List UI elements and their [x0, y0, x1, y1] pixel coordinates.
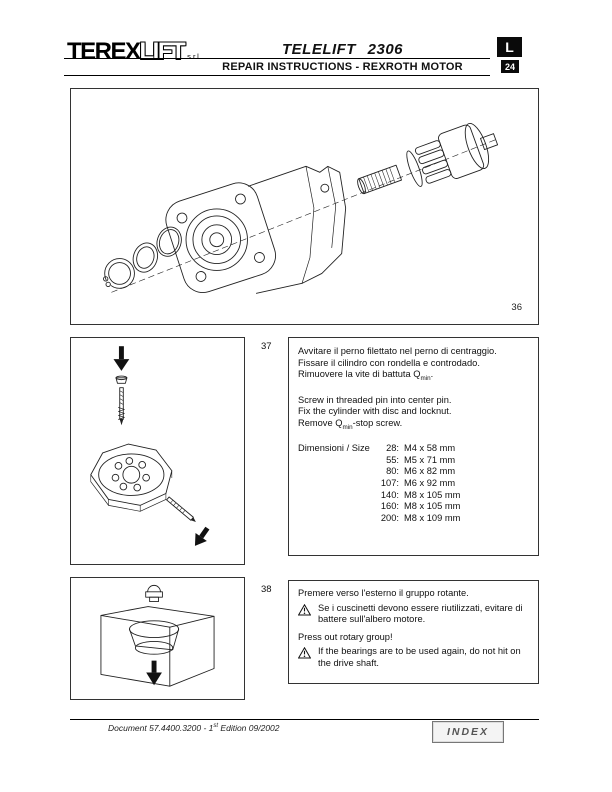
- warning-icon: [298, 646, 311, 669]
- plug-top-drawing: [146, 585, 163, 601]
- index-button[interactable]: INDEX: [432, 721, 504, 743]
- dimension-table-label: Dimensioni / Size: [298, 443, 370, 454]
- footer-divider: [70, 719, 539, 720]
- step-37-en-line2: Fix the cylinder with disc and locknut.: [298, 406, 452, 417]
- circlip-drawing: [104, 259, 135, 290]
- rotary-group-drawing: [402, 117, 504, 193]
- motor-exploded-illustration: [71, 89, 538, 324]
- dimension-row: 160: M8 x 105 mm: [380, 501, 461, 512]
- step-37-en-line3: Remove $Q_{min}$-stop screw.: [298, 417, 403, 431]
- rotary-group-inside-drawing: [129, 621, 178, 654]
- splined-shaft-drawing: [356, 165, 401, 194]
- step-38-it-line1: Premere verso l'esterno il gruppo rotante.: [298, 588, 469, 598]
- logo-terex-text: TEREX: [67, 38, 140, 65]
- figure-36-number: 36: [511, 302, 522, 313]
- dimension-table: [298, 443, 529, 524]
- step-37-it-line2: Fissare il cilindro con rondella e controdado.: [298, 357, 480, 368]
- step-38-en-line1: Press out rotary group!: [298, 631, 393, 642]
- dimension-row: 140: M8 x 105 mm: [380, 489, 461, 500]
- page-number-badge: 24: [501, 60, 519, 73]
- bearing-bore-outer: [186, 209, 247, 270]
- down-arrow-icon: [146, 661, 162, 686]
- dimension-row: 200: M8 x 109 mm: [380, 512, 461, 523]
- step-37-instructions: [288, 337, 539, 556]
- diagonal-pin-drawing: [167, 497, 198, 524]
- step-37-number: 37: [261, 341, 272, 352]
- figure-38-box: [70, 577, 245, 700]
- plug-drawing: [116, 376, 127, 383]
- figure-37-box: [70, 337, 245, 565]
- step-37-it-line3: Rimuovere la vite di battuta $Q_{min}$.: [298, 369, 434, 383]
- figure-36-box: [70, 88, 539, 325]
- down-arrow-icon: [114, 346, 130, 371]
- pin-install-illustration: [71, 338, 244, 564]
- terexlift-logo: [67, 38, 201, 66]
- logo-lift-text: LIFT: [139, 38, 185, 65]
- header-divider-bottom: [64, 75, 490, 76]
- dimension-row: 28: M4 x 58 mm: [386, 443, 456, 454]
- step-37-it-line1: Avvitare il perno filettato nel perno di centraggio.: [298, 346, 497, 356]
- seal-ring-drawing: [153, 224, 185, 260]
- threaded-pin-drawing: [118, 388, 124, 426]
- down-right-arrow-icon: [189, 524, 213, 550]
- section-letter-badge: L: [497, 37, 522, 57]
- step-38-instructions: [288, 580, 539, 684]
- dimension-row: 80: M6 x 82 mm: [386, 466, 456, 477]
- dimension-row: 55: M5 x 71 mm: [386, 454, 456, 465]
- cylinder-flange-drawing: [91, 444, 172, 511]
- dimension-row: 107: M6 x 92 mm: [380, 478, 456, 489]
- warning-icon: [298, 603, 311, 626]
- step-37-en-line1: Screw in threaded pin into center pin.: [298, 394, 452, 405]
- step-38-en-warning: If the bearings are to be used again, do not hit on the drive shaft.: [298, 646, 529, 669]
- document-subtitle: REPAIR INSTRUCTIONS - REXROTH MOTOR: [222, 61, 463, 73]
- document-title: TELELIFT 2306: [281, 41, 404, 58]
- document-reference: Document 57.4400.3200 - 1st Edition 09/2002: [108, 723, 280, 733]
- header-divider-top: [64, 58, 490, 59]
- press-out-illustration: [71, 578, 244, 699]
- step-38-it-warning: Se i cuscinetti devono essere riutilizzati, evitare di battere sull'albero motore.: [298, 603, 529, 626]
- step-38-number: 38: [261, 584, 272, 595]
- logo-suffix-text: s.r.l.: [187, 52, 201, 61]
